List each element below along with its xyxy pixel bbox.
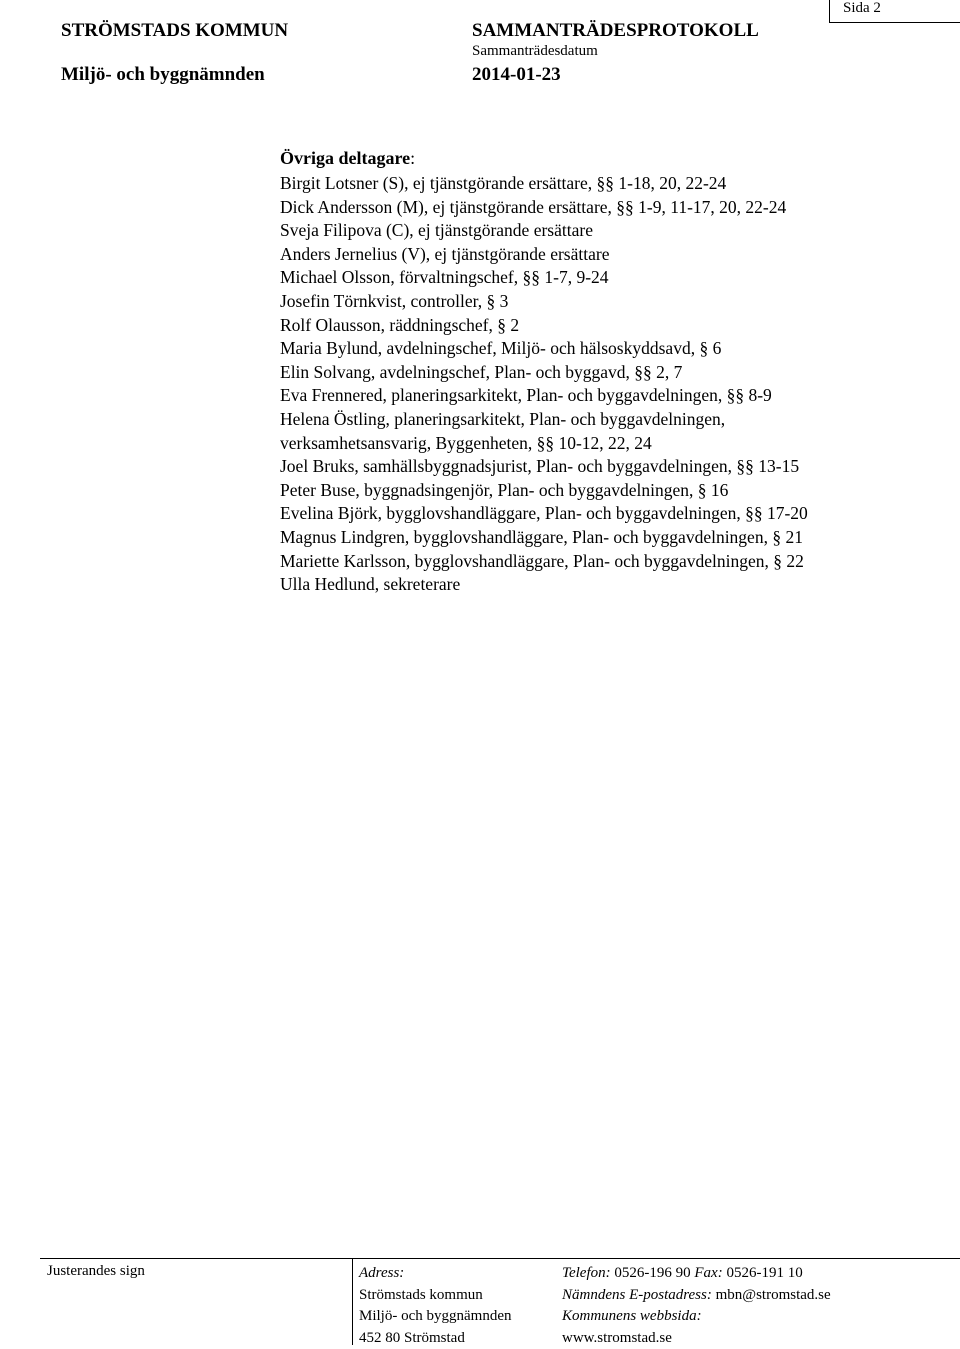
footer-column-divider xyxy=(352,1258,353,1345)
address-block xyxy=(359,1263,511,1349)
phone-label: Telefon: xyxy=(562,1265,611,1281)
participant-line: Dick Andersson (M), ej tjänstgörande ersättare, §§ 1-9, 11-17, 20, 22-24 xyxy=(280,196,920,220)
participant-line: Birgit Lotsner (S), ej tjänstgörande ersättare, §§ 1-18, 20, 22-24 xyxy=(280,172,920,196)
participant-line: Peter Buse, byggnadsingenjör, Plan- och byggavdelningen, § 16 xyxy=(280,479,920,503)
section-heading xyxy=(280,145,920,172)
participant-line: Maria Bylund, avdelningschef, Miljö- och hälsoskyddsavd, § 6 xyxy=(280,337,920,361)
fax-label: Fax: xyxy=(694,1265,722,1281)
address-line: 452 80 Strömstad xyxy=(359,1328,511,1349)
page-number: Sida 2 xyxy=(829,0,960,23)
website-link[interactable]: www.stromstad.se xyxy=(562,1328,831,1349)
fax-number: 0526-191 10 xyxy=(726,1265,802,1281)
section-heading-colon: : xyxy=(410,148,415,168)
participant-line: Josefin Törnkvist, controller, § 3 xyxy=(280,290,920,314)
address-line: Strömstads kommun xyxy=(359,1285,511,1307)
phone-number: 0526-196 90 xyxy=(614,1265,690,1281)
committee-name: Miljö- och byggnämnden xyxy=(61,64,265,86)
footer-divider xyxy=(40,1258,960,1259)
section-heading-text: Övriga deltagare xyxy=(280,148,410,168)
meeting-date-label: Sammanträdesdatum xyxy=(472,43,598,60)
organization-name: STRÖMSTADS KOMMUN xyxy=(61,20,288,42)
participant-line: Magnus Lindgren, bygglovshandläggare, Plan- och byggavdelningen, § 21 xyxy=(280,526,920,550)
participant-line: Elin Solvang, avdelningschef, Plan- och byggavd, §§ 2, 7 xyxy=(280,361,920,385)
participant-line: Ulla Hedlund, sekreterare xyxy=(280,573,920,597)
participant-line: Eva Frennered, planeringsarkitekt, Plan- och byggavdelningen, §§ 8-9 xyxy=(280,384,920,408)
participant-line: Joel Bruks, samhällsbyggnadsjurist, Plan- och byggavdelningen, §§ 13-15 xyxy=(280,455,920,479)
participant-line: Helena Östling, planeringsarkitekt, Plan- och byggavdelningen, xyxy=(280,408,920,432)
meeting-date: 2014-01-23 xyxy=(472,64,561,86)
signature-label: Justerandes sign xyxy=(47,1261,145,1283)
address-label: Adress: xyxy=(359,1263,511,1285)
footer xyxy=(0,1258,960,1345)
participants-section xyxy=(280,145,920,597)
participant-line: Evelina Björk, bygglovshandläggare, Plan- och byggavdelningen, §§ 17-20 xyxy=(280,502,920,526)
participant-line: Rolf Olausson, räddningschef, § 2 xyxy=(280,314,920,338)
document-type: SAMMANTRÄDESPROTOKOLL xyxy=(472,20,759,42)
address-line: Miljö- och byggnämnden xyxy=(359,1306,511,1328)
participant-line: Michael Olsson, förvaltningschef, §§ 1-7, 9-24 xyxy=(280,266,920,290)
website-label: Kommunens webbsida: xyxy=(562,1306,831,1328)
participant-line: Anders Jernelius (V), ej tjänstgörande ersättare xyxy=(280,243,920,267)
participant-line: Sveja Filipova (C), ej tjänstgörande ersättare xyxy=(280,219,920,243)
participant-line: Mariette Karlsson, bygglovshandläggare, Plan- och byggavdelningen, § 22 xyxy=(280,550,920,574)
email-address[interactable]: mbn@stromstad.se xyxy=(716,1287,831,1303)
email-label: Nämndens E-postadress: xyxy=(562,1287,712,1303)
participant-line: verksamhetsansvarig, Byggenheten, §§ 10-12, 22, 24 xyxy=(280,432,920,456)
phone-fax-line xyxy=(562,1263,831,1285)
email-line xyxy=(562,1285,831,1307)
contact-block xyxy=(562,1263,831,1349)
